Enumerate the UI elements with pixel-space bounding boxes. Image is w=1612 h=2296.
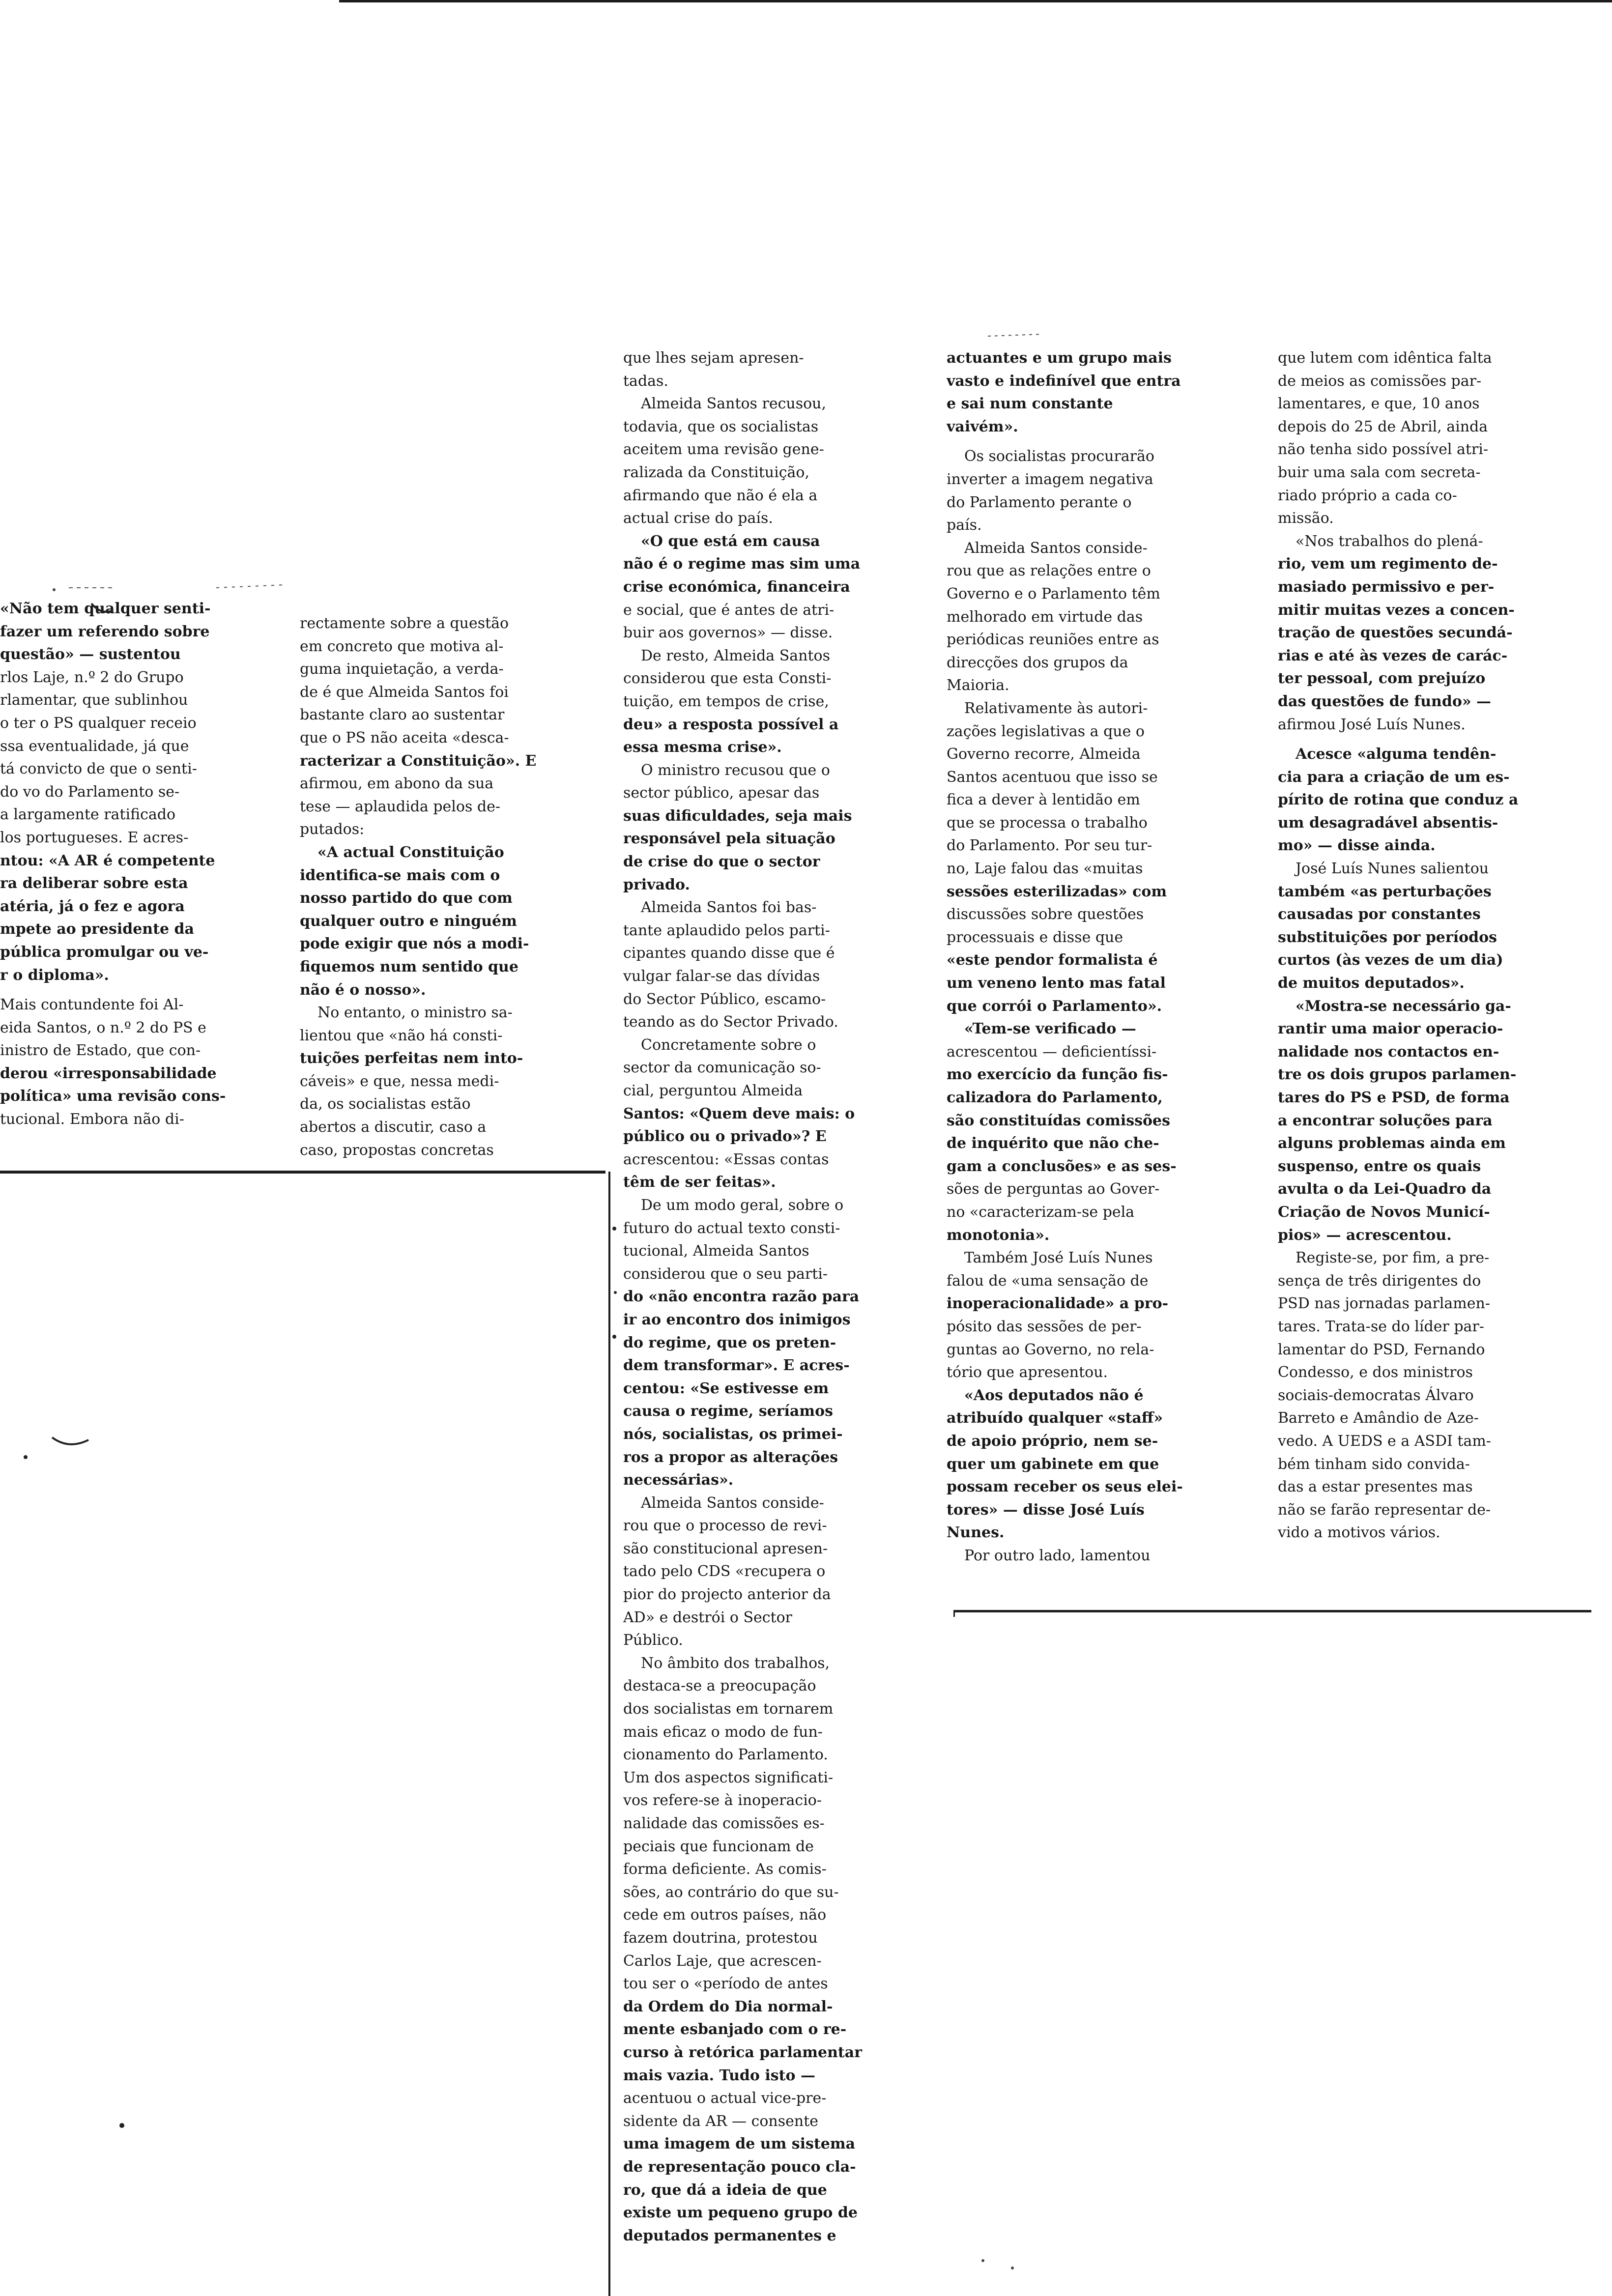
text-line: e sai num constante	[947, 395, 1113, 413]
text-line: deu» a resposta possível a	[623, 716, 839, 733]
text-line: que se processa o trabalho	[947, 814, 1148, 832]
text-line: «Não tem qualquer senti-	[0, 600, 211, 617]
text-line: processuais e disse que	[947, 928, 1123, 946]
text-line: Um dos aspectos significati-	[623, 1769, 834, 1786]
text-line: eida Santos, o n.º 2 do PS e	[0, 1019, 206, 1036]
text-line: sector público, apesar das	[623, 784, 820, 802]
text-line: um desagradável absentis-	[1278, 814, 1498, 832]
text-line: lientou que «não há consti-	[300, 1027, 503, 1044]
text-line: tá convicto de que o senti-	[0, 760, 197, 778]
text-line: existe um pequeno grupo de	[623, 2204, 858, 2222]
text-line: Mais contundente foi Al-	[0, 996, 184, 1014]
text-line: nalidade nos contactos en-	[1278, 1043, 1499, 1061]
text-line: curso à retórica parlamentar	[623, 2043, 863, 2061]
text-line: tante aplaudido pelos parti-	[623, 921, 830, 939]
text-line: que corrói o Parlamento».	[947, 997, 1162, 1015]
text-line: causadas por constantes	[1278, 906, 1481, 923]
text-line: um veneno lento mas fatal	[947, 975, 1166, 992]
text-line: tuições perfeitas nem into-	[300, 1050, 523, 1067]
text-line: sença de três dirigentes do	[1278, 1272, 1481, 1290]
text-line: não é o nosso».	[300, 981, 426, 999]
text-line: depois do 25 de Abril, ainda	[1278, 418, 1488, 435]
text-line: público ou o privado»? E	[623, 1128, 827, 1146]
text-line: são constituídas comissões	[947, 1112, 1171, 1129]
text-line: tores» — disse José Luís	[947, 1501, 1145, 1519]
text-line: Concretamente sobre o	[641, 1036, 816, 1054]
text-line: deputados permanentes e	[623, 2227, 836, 2244]
text-line: «Tem-se verificado —	[964, 1020, 1136, 1038]
text-line: não se farão representar de-	[1278, 1501, 1491, 1519]
text-line: sociais-democratas Álvaro	[1278, 1386, 1474, 1404]
text-line: tou ser o «período de antes	[623, 1975, 828, 1993]
text-line: de representação pouco cla-	[623, 2158, 856, 2176]
text-line: política» uma revisão cons-	[0, 1088, 226, 1105]
text-line: Nunes.	[947, 1524, 1005, 1542]
text-line: uma imagem de um sistema	[623, 2135, 856, 2153]
text-line: curtos (às vezes de um dia)	[1278, 951, 1503, 969]
text-line: aceitem uma revisão gene-	[623, 441, 824, 459]
text-line: mais vazia. Tudo isto —	[623, 2066, 815, 2084]
text-line: «Nos trabalhos do plená-	[1295, 532, 1483, 550]
text-line: do Sector Público, escamo-	[623, 990, 826, 1008]
text-line: da, os socialistas estão	[300, 1095, 471, 1113]
text-line: Os socialistas procurarão	[964, 448, 1154, 465]
text-line: José Luís Nunes salientou	[1295, 860, 1489, 878]
text-line: afirmou José Luís Nunes.	[1278, 716, 1466, 733]
text-line: rectamente sobre a questão	[300, 615, 509, 632]
text-line: «Mostra-se necessário ga-	[1295, 997, 1511, 1015]
text-line: têm de ser feitas».	[623, 1174, 776, 1191]
text-line: cia para a criação de um es-	[1278, 768, 1510, 786]
text-line: dem transformar». E acres-	[623, 1357, 850, 1375]
text-line: caso, propostas concretas	[300, 1141, 494, 1159]
text-line: De resto, Almeida Santos	[641, 647, 830, 664]
text-line: calizadora do Parlamento,	[947, 1089, 1163, 1106]
text-line: avulta o da Lei-Quadro da	[1278, 1180, 1492, 1198]
text-line: actuantes e um grupo mais	[947, 349, 1172, 367]
text-line: riado próprio a cada co-	[1278, 487, 1457, 504]
text-line: rio, vem um regimento de-	[1278, 555, 1498, 573]
text-line: inistro de Estado, que con-	[0, 1042, 201, 1060]
text-line: Barreto e Amândio de Aze-	[1278, 1409, 1479, 1427]
text-line: rias e até às vezes de carác-	[1278, 647, 1508, 664]
text-line: do vo do Parlamento se-	[0, 783, 180, 801]
text-line: Criação de Novos Municí-	[1278, 1203, 1490, 1221]
text-line: necessárias».	[623, 1471, 734, 1489]
text-line: melhorado em virtude das	[947, 608, 1143, 626]
text-line: pode exigir que nós a modi-	[300, 935, 529, 953]
text-line: «O que está em causa	[641, 532, 820, 550]
text-line: de inquérito que não che-	[947, 1135, 1159, 1152]
text-line: teando as do Sector Privado.	[623, 1013, 838, 1031]
text-line: atribuído qualquer «staff»	[947, 1409, 1163, 1427]
text-line: tese — aplaudida pelos de-	[300, 798, 500, 815]
text-line: essa mesma crise».	[623, 739, 782, 756]
text-line: bastante claro ao sustentar	[300, 706, 505, 724]
text-line: direcções dos grupos da	[947, 654, 1128, 671]
text-line: gam a conclusões» e as ses-	[947, 1157, 1177, 1175]
text-line: tado pelo CDS «recupera o	[623, 1563, 826, 1580]
text-line: Almeida Santos conside-	[641, 1494, 824, 1512]
text-line: rlos Laje, n.º 2 do Grupo	[0, 668, 184, 686]
text-line: afirmando que não é ela a	[623, 487, 818, 504]
text-line: possam receber os seus elei-	[947, 1478, 1183, 1496]
text-line: qualquer outro e ninguém	[300, 912, 517, 930]
text-line: de crise do que o sector	[623, 853, 820, 871]
text-line: que lutem com idêntica falta	[1278, 349, 1492, 367]
text-line: quer um gabinete em que	[947, 1455, 1159, 1473]
text-line: Santos acentuou que isso se	[947, 768, 1158, 786]
text-line: ro, que dá a ideia de que	[623, 2181, 827, 2199]
text-line: cede em outros países, não	[623, 1906, 827, 1924]
text-line: forma deficiente. As comis-	[623, 1861, 827, 1878]
text-line: ter pessoal, com prejuízo	[1278, 670, 1486, 688]
text-line: responsável pela situação	[623, 830, 835, 848]
text-line: De um modo geral, sobre o	[641, 1196, 844, 1214]
text-line: O ministro recusou que o	[641, 761, 830, 779]
text-line: Carlos Laje, que acrescen-	[623, 1952, 822, 1970]
text-line: ra deliberar sobre esta	[0, 875, 188, 892]
text-line: pior do projecto anterior da	[623, 1586, 831, 1604]
text-line: ir ao encontro dos inimigos	[623, 1311, 851, 1328]
text-line: vulgar falar-se das dívidas	[623, 968, 820, 985]
text-line: não é o regime mas sim uma	[623, 555, 861, 573]
text-line: tre os dois grupos parlamen-	[1278, 1066, 1517, 1084]
text-line: ssa eventualidade, já que	[0, 737, 189, 755]
text-line: de meios as comissões par-	[1278, 372, 1482, 390]
text-line: cial, perguntou Almeida	[623, 1082, 803, 1099]
text-line: de muitos deputados».	[1278, 975, 1465, 992]
text-line: fazer um referendo sobre	[0, 623, 210, 640]
text-line: rantir uma maior operacio-	[1278, 1020, 1503, 1038]
text-line: todavia, que os socialistas	[623, 418, 819, 435]
text-line: ralizada da Constituição,	[623, 463, 809, 481]
text-line: considerou que esta Consti-	[623, 670, 832, 688]
text-line: no «caracterizam-se pela	[947, 1203, 1135, 1221]
text-line: inverter a imagem negativa	[947, 470, 1153, 488]
text-line: vedo. A UEDS e a ASDI tam-	[1278, 1432, 1491, 1450]
text-line: Santos: «Quem deve mais: o	[623, 1105, 855, 1122]
text-line: a encontrar soluções para	[1278, 1112, 1493, 1129]
text-line: peciais que funcionam de	[623, 1837, 814, 1855]
text-line: lamentar do PSD, Fernando	[1278, 1341, 1485, 1358]
text-line: Público.	[623, 1632, 683, 1649]
text-line: Registe-se, por fim, a pre-	[1295, 1249, 1490, 1267]
text-line: «A actual Constituição	[317, 843, 504, 861]
text-line: rlamentar, que sublinhou	[0, 691, 188, 709]
text-line: buir uma sala com secreta-	[1278, 463, 1481, 481]
text-line: Maioria.	[947, 677, 1009, 694]
text-line: do «não encontra razão para	[623, 1288, 860, 1306]
text-line: rou que as relações entre o	[947, 562, 1151, 580]
text-line: zações legislativas a que o	[947, 722, 1145, 740]
text-line: sidente da AR — consente	[623, 2112, 819, 2130]
text-line: Acesce «alguma tendên-	[1295, 746, 1497, 763]
text-line: substituições por períodos	[1278, 928, 1497, 946]
text-line: tucional, Almeida Santos	[623, 1242, 809, 1260]
text-line: abertos a discutir, caso a	[300, 1119, 487, 1136]
text-line: pública promulgar ou ve-	[0, 943, 209, 961]
text-line: nós, socialistas, os primei-	[623, 1425, 843, 1443]
text-line: «Aos deputados não é	[964, 1386, 1144, 1404]
text-line: centou: «Se estivesse em	[623, 1379, 829, 1397]
text-line: e social, que é antes de atri-	[623, 601, 835, 619]
text-line: em concreto que motiva al-	[300, 637, 504, 655]
text-line: crise económica, financeira	[623, 578, 850, 596]
text-line: mpete ao presidente da	[0, 920, 194, 938]
text-line: dos socialistas em tornarem	[623, 1700, 834, 1718]
text-line: nosso partido do que com	[300, 890, 513, 907]
text-line: putados:	[300, 821, 365, 838]
text-line: de apoio próprio, nem se-	[947, 1432, 1158, 1450]
text-line: tucional. Embora não di-	[0, 1111, 184, 1128]
text-line: vido a motivos vários.	[1278, 1524, 1440, 1542]
text-line: acentuou o actual vice-pre-	[623, 2090, 827, 2107]
text-line: guntas ao Governo, no rela-	[947, 1341, 1154, 1358]
text-line: monotonia».	[947, 1226, 1050, 1244]
text-line: fica a dever à lentidão em	[947, 791, 1140, 809]
text-line: sector da comunicação so-	[623, 1059, 821, 1077]
text-line: nalidade das comissões es-	[623, 1815, 825, 1832]
text-line: vaivém».	[947, 418, 1018, 435]
text-line: atéria, já o fez e agora	[0, 897, 185, 915]
text-line: lamentares, e que, 10 anos	[1278, 395, 1480, 413]
text-line: Governo e o Parlamento têm	[947, 585, 1160, 603]
text-line: que o PS não aceita «desca-	[300, 729, 509, 746]
text-line: Também José Luís Nunes	[964, 1249, 1153, 1267]
text-line: mais eficaz o modo de fun-	[623, 1723, 823, 1741]
text-line: alguns problemas ainda em	[1278, 1135, 1506, 1152]
text-line: cáveis» e que, nessa medi-	[300, 1072, 499, 1090]
text-line: do regime, que os preten-	[623, 1334, 836, 1351]
text-line: pósito das sessões de per-	[947, 1318, 1142, 1335]
text-line: derou «irresponsabilidade	[0, 1064, 217, 1082]
text-line: suspenso, entre os quais	[1278, 1157, 1481, 1175]
text-line: No entanto, o ministro sa-	[317, 1004, 513, 1022]
text-line: de é que Almeida Santos foi	[300, 683, 509, 701]
text-line: tório que apresentou.	[947, 1364, 1108, 1381]
text-line: periódicas reuniões entre as	[947, 631, 1159, 649]
text-line: fiquemos num sentido que	[300, 958, 518, 976]
text-line: guma inquietação, a verda-	[300, 660, 504, 678]
text-line: destaca-se a preocupação	[623, 1677, 816, 1695]
text-line: mente esbanjado com o re-	[623, 2021, 847, 2038]
text-line: são constitucional apresen-	[623, 1540, 828, 1557]
text-line: país.	[947, 517, 982, 534]
text-line: da Ordem do Dia normal-	[623, 1998, 833, 2015]
text-line: bém tinham sido convida-	[1278, 1455, 1470, 1473]
text-line: ros a propor as alterações	[623, 1448, 838, 1466]
text-line: acrescentou: «Essas contas	[623, 1150, 829, 1168]
text-line: buir aos governos» — disse.	[623, 624, 833, 642]
text-line: no, Laje falou das «muitas	[947, 860, 1143, 878]
text-line: tares do PS e PSD, de forma	[1278, 1089, 1510, 1106]
text-line: pírito de rotina que conduz a	[1278, 791, 1519, 809]
text-line: sessões esterilizadas» com	[947, 883, 1167, 900]
text-line: fazem doutrina, protestou	[623, 1929, 818, 1947]
text-line: não tenha sido possível atri-	[1278, 441, 1488, 459]
text-line: missão.	[1278, 510, 1334, 527]
text-line: das questões de fundo» —	[1278, 692, 1492, 710]
text-line: «este pendor formalista é	[947, 951, 1158, 969]
text-line: Almeida Santos foi bas-	[641, 899, 817, 917]
text-line: No âmbito dos trabalhos,	[641, 1654, 830, 1672]
text-line: actual crise do país.	[623, 510, 773, 527]
text-line: rou que o processo de revi-	[623, 1517, 827, 1535]
text-line: cipantes quando disse que é	[623, 945, 835, 962]
text-line: vasto e indefinível que entra	[947, 372, 1181, 390]
text-line: los portugueses. E acres-	[0, 829, 189, 846]
text-line: Governo recorre, Almeida	[947, 746, 1141, 763]
text-line: o ter o PS qualquer receio	[0, 714, 197, 732]
text-line: do Parlamento. Por seu tur-	[947, 837, 1152, 855]
text-line: AD» e destrói o Sector	[623, 1608, 793, 1626]
text-line: ntou: «A AR é competente	[0, 852, 215, 869]
text-line: acrescentou — deficientíssi-	[947, 1043, 1157, 1061]
text-line: mitir muitas vezes a concen-	[1278, 601, 1515, 619]
text-line: também «as perturbações	[1278, 883, 1492, 900]
text-line: das a estar presentes mas	[1278, 1478, 1473, 1496]
text-line: sões, ao contrário do que su-	[623, 1883, 839, 1901]
text-line: vos refere-se à inoperacio-	[623, 1792, 822, 1809]
text-line: racterizar a Constituição». E	[300, 752, 537, 770]
text-line: mo» — disse ainda.	[1278, 837, 1436, 855]
text-line: a largamente ratificado	[0, 806, 176, 824]
text-line: pios» — acrescentou.	[1278, 1226, 1452, 1244]
text-line: Almeida Santos recusou,	[641, 395, 827, 413]
text-line: causa o regime, seríamos	[623, 1403, 833, 1420]
text-line: inoperacionalidade» a pro-	[947, 1295, 1169, 1313]
text-line: tares. Trata-se do líder par-	[1278, 1318, 1484, 1335]
text-line: tadas.	[623, 372, 668, 390]
text-line: identifica-se mais com o	[300, 866, 500, 884]
text-line: privado.	[623, 876, 690, 893]
text-line: sões de perguntas ao Gover-	[947, 1180, 1160, 1198]
text-line: tração de questões secundá-	[1278, 624, 1513, 642]
text-line: falou de «uma sensação de	[947, 1272, 1149, 1290]
text-line: do Parlamento perante o	[947, 493, 1132, 511]
text-line: suas dificuldades, seja mais	[623, 807, 852, 825]
text-line: tuição, em tempos de crise,	[623, 692, 829, 710]
text-line: Relativamente às autori-	[964, 699, 1148, 717]
text-line: afirmou, em abono da sua	[300, 775, 494, 793]
text-line: futuro do actual texto consti-	[623, 1219, 840, 1237]
text-line: PSD nas jornadas parlamen-	[1278, 1295, 1490, 1313]
text-line: que lhes sejam apresen-	[623, 349, 804, 367]
text-line: cionamento do Parlamento.	[623, 1746, 828, 1764]
text-line: questão» — sustentou	[0, 646, 181, 663]
text-line: discussões sobre questões	[947, 906, 1144, 923]
text-line: masiado permissivo e per-	[1278, 578, 1495, 596]
text-line: mo exercício da função fis-	[947, 1066, 1168, 1084]
text-line: r o diploma».	[0, 966, 109, 984]
text-line: considerou que o seu parti-	[623, 1265, 828, 1283]
text-line: Almeida Santos conside-	[964, 539, 1148, 557]
text-line: Condesso, e dos ministros	[1278, 1364, 1473, 1381]
text-line: Por outro lado, lamentou	[964, 1547, 1151, 1564]
